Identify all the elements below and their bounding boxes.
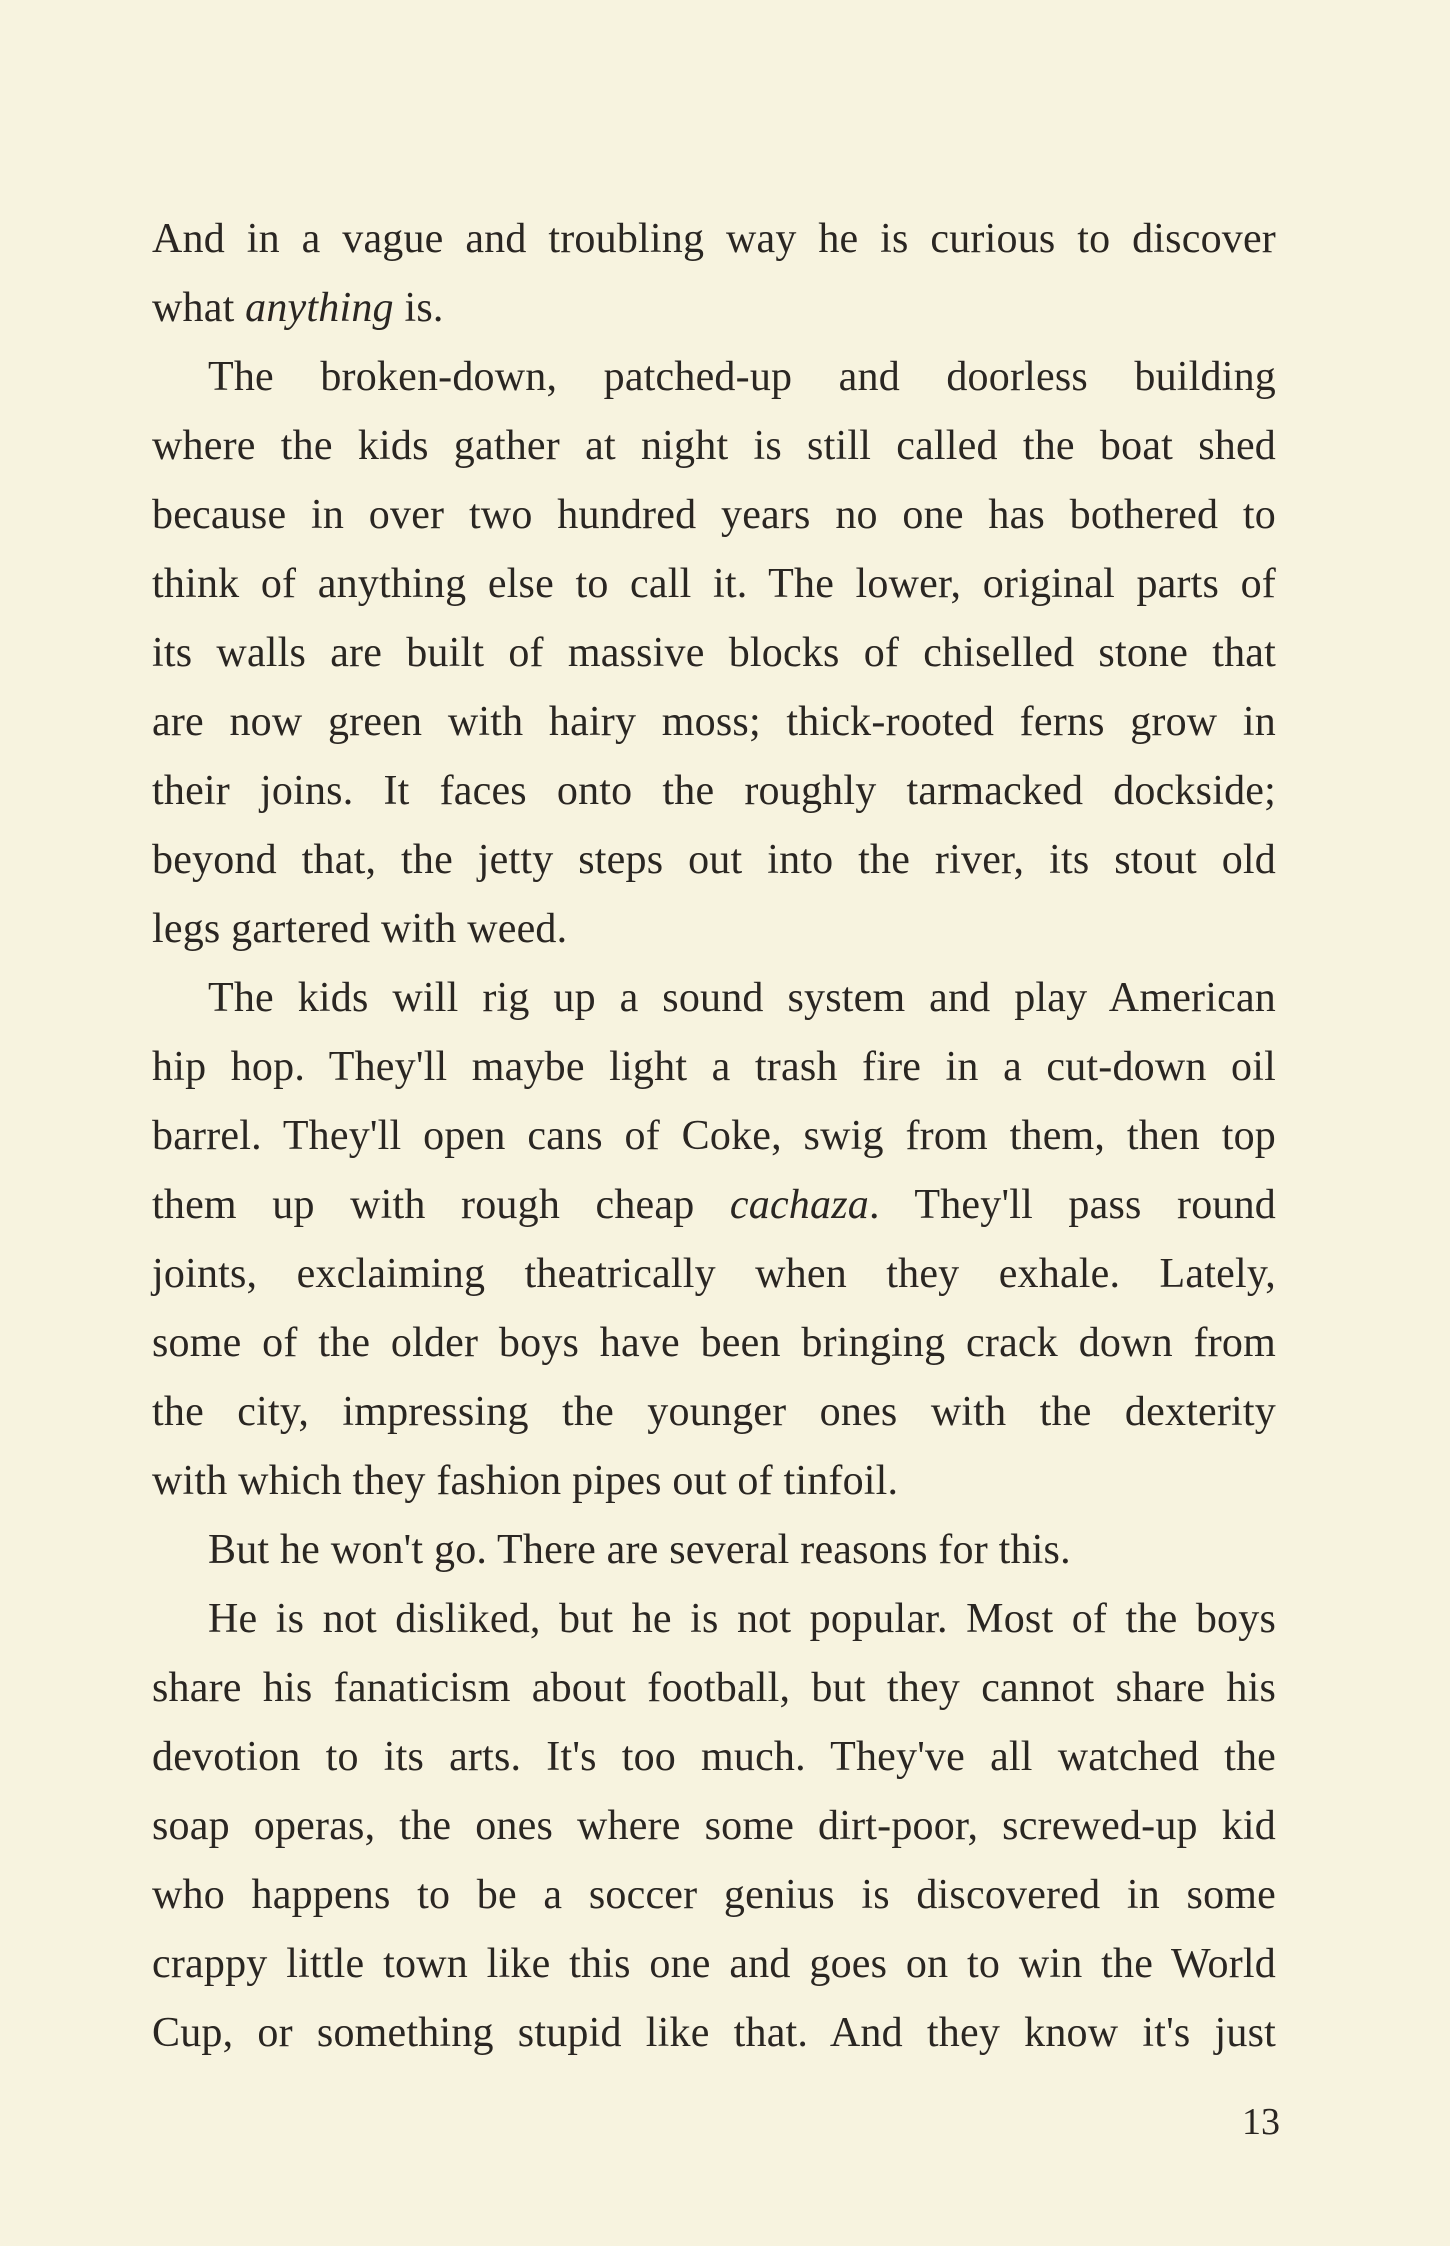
text-line: its walls are built of massive blocks of chiselled stone that — [152, 630, 1276, 676]
text-line: the city, impressing the younger ones with the dexterity — [152, 1389, 1276, 1435]
text-line: But he won't go. There are several reasons for this. — [208, 1527, 1071, 1573]
text-line: crappy little town like this one and goes on to win the World — [152, 1941, 1276, 1987]
text-line: think of anything else to call it. The lower, original parts of — [152, 561, 1276, 607]
paragraph — [152, 205, 1276, 343]
text-line: some of the older boys have been bringing crack down from — [152, 1320, 1276, 1366]
text-line: barrel. They'll open cans of Coke, swig from them, then top — [152, 1113, 1276, 1159]
text-line: beyond that, the jetty steps out into the river, its stout old — [152, 837, 1276, 883]
page-body — [152, 205, 1276, 2068]
text-line: what anything is. — [152, 285, 444, 331]
italic-text: anything — [245, 285, 394, 331]
text-line: And in a vague and troubling way he is curious to discover — [152, 216, 1276, 262]
text-line: because in over two hundred years no one has bothered to — [152, 492, 1276, 538]
paragraph — [152, 964, 1276, 1516]
page-number: 13 — [1242, 2101, 1280, 2143]
text-line: The broken-down, patched-up and doorless building — [208, 354, 1276, 400]
text-line: hip hop. They'll maybe light a trash fire in a cut-down oil — [152, 1044, 1276, 1090]
text-line: devotion to its arts. It's too much. They've all watched the — [152, 1734, 1276, 1780]
paragraph — [152, 1585, 1276, 2068]
text-line: them up with rough cheap cachaza. They'll pass round — [152, 1182, 1277, 1228]
text-line: with which they fashion pipes out of tinfoil. — [152, 1458, 899, 1504]
text-line: He is not disliked, but he is not popular. Most of the boys — [208, 1596, 1276, 1642]
text-line: their joins. It faces onto the roughly tarmacked dockside; — [152, 768, 1276, 814]
paragraph — [152, 1516, 1276, 1585]
text-line: joints, exclaiming theatrically when they exhale. Lately, — [152, 1251, 1276, 1297]
text-line: who happens to be a soccer genius is discovered in some — [152, 1872, 1276, 1918]
text-line: soap operas, the ones where some dirt-poor, screwed-up kid — [152, 1803, 1276, 1849]
text-line: where the kids gather at night is still called the boat shed — [152, 423, 1276, 469]
text-line: are now green with hairy moss; thick-rooted ferns grow in — [152, 699, 1276, 745]
paragraph — [152, 343, 1276, 964]
italic-text: cachaza — [729, 1182, 869, 1228]
text-line: The kids will rig up a sound system and play American — [208, 975, 1276, 1021]
text-line: share his fanaticism about football, but they cannot share his — [152, 1665, 1276, 1711]
text-line: legs gartered with weed. — [152, 906, 568, 952]
text-line: Cup, or something stupid like that. And they know it's just — [152, 2010, 1276, 2056]
